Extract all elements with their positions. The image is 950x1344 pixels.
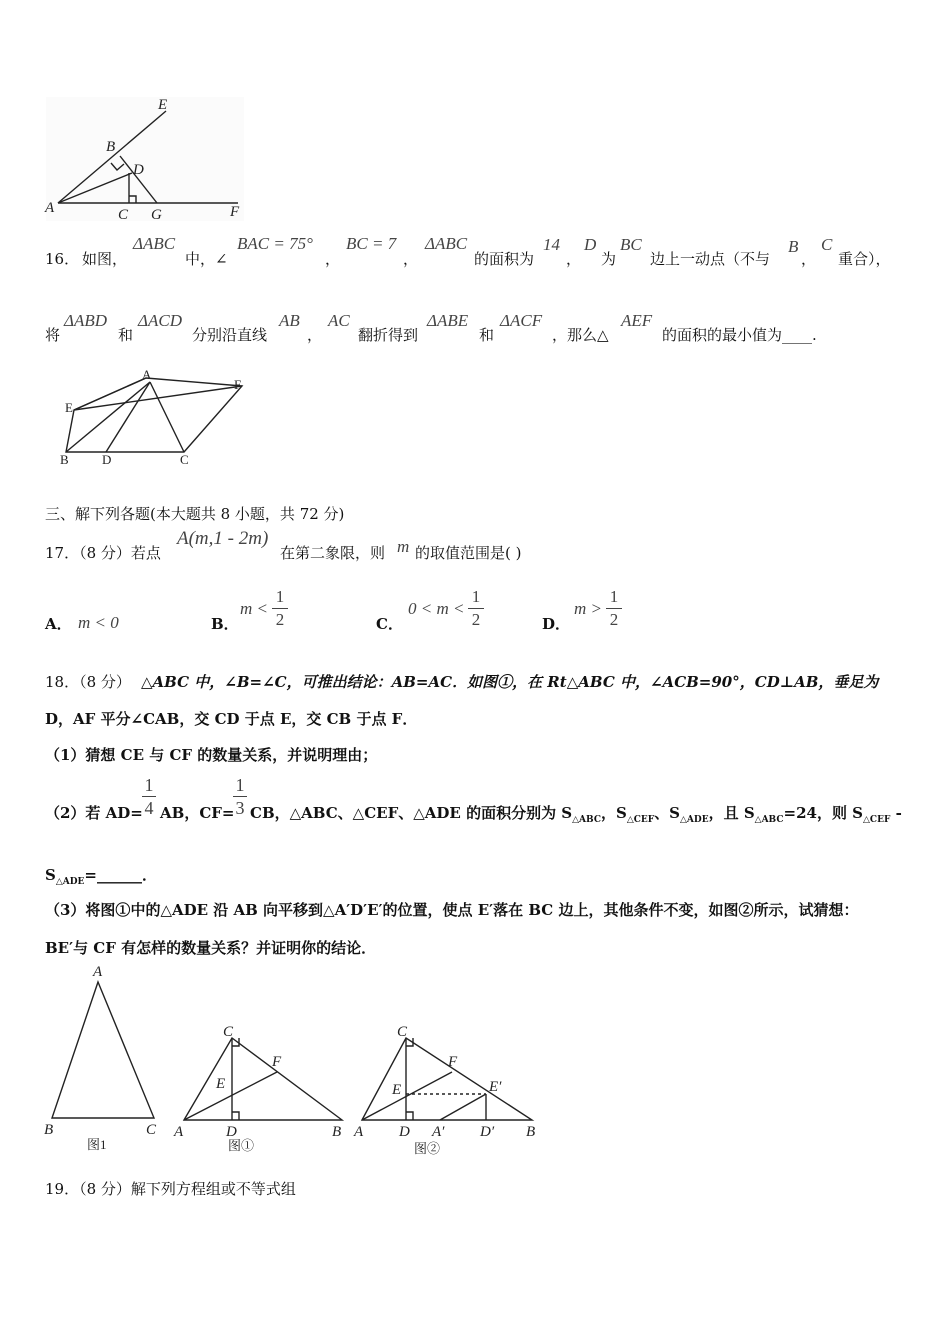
label-A: A bbox=[45, 200, 55, 216]
option-B[interactable]: m < bbox=[240, 599, 268, 618]
label-B: B bbox=[106, 139, 116, 155]
fig2-label-A: A bbox=[174, 1124, 184, 1140]
q16-number: 16． bbox=[45, 250, 80, 268]
label-C: C bbox=[180, 452, 189, 467]
fig3-label-A: A bbox=[354, 1124, 364, 1140]
fig1-label-B: B bbox=[44, 1122, 54, 1138]
fig3-label-B: B bbox=[526, 1124, 536, 1140]
label-D: D bbox=[133, 162, 144, 178]
fig1-label-A: A bbox=[93, 964, 103, 980]
fig2-label-E: E bbox=[216, 1076, 226, 1092]
label-C: C bbox=[118, 207, 129, 223]
fig3-caption: 图② bbox=[414, 1141, 441, 1156]
fig2-label-B: B bbox=[332, 1124, 342, 1140]
option-C-letter: C． bbox=[376, 615, 403, 633]
fig2-label-F: F bbox=[272, 1054, 282, 1070]
option-A[interactable]: m < 0 bbox=[78, 613, 119, 632]
fig2-label-C: C bbox=[223, 1024, 234, 1040]
fig3-label-E-prime: E′ bbox=[489, 1079, 502, 1095]
label-E: E bbox=[65, 400, 73, 415]
label-B: B bbox=[60, 452, 69, 467]
fig2-label-D: D bbox=[226, 1124, 237, 1140]
figure-q16 bbox=[50, 368, 260, 468]
figure-q15 bbox=[40, 95, 250, 225]
label-A: A bbox=[142, 368, 152, 382]
fig3-label-D-prime: D′ bbox=[480, 1124, 495, 1140]
figures-q18 bbox=[40, 960, 560, 1160]
fig3-label-A-prime: A′ bbox=[432, 1124, 445, 1140]
option-D-letter: D． bbox=[542, 615, 571, 633]
label-F: F bbox=[234, 377, 242, 392]
option-D[interactable]: m > bbox=[574, 599, 602, 618]
label-D: D bbox=[102, 452, 112, 467]
fig1-caption: 图1 bbox=[87, 1137, 107, 1152]
fig3-label-D: D bbox=[399, 1124, 410, 1140]
label-G: G bbox=[151, 207, 162, 223]
label-F: F bbox=[230, 204, 240, 220]
fig2-caption: 图① bbox=[228, 1138, 255, 1153]
fig3-label-E: E bbox=[392, 1082, 402, 1098]
question-19: 19．（8 分）解下列方程组或不等式组 bbox=[45, 1180, 296, 1198]
section-heading: 三、解下列各题(本大题共 8 小题，共 72 分) bbox=[45, 505, 345, 523]
fig1-label-C: C bbox=[146, 1122, 157, 1138]
fig3-label-C: C bbox=[397, 1024, 408, 1040]
label-E: E bbox=[158, 97, 168, 113]
option-B-letter: B． bbox=[211, 615, 239, 633]
option-C[interactable]: 0 < m < bbox=[408, 599, 465, 618]
option-A-letter: A． bbox=[45, 615, 72, 633]
fig3-label-F: F bbox=[448, 1054, 458, 1070]
